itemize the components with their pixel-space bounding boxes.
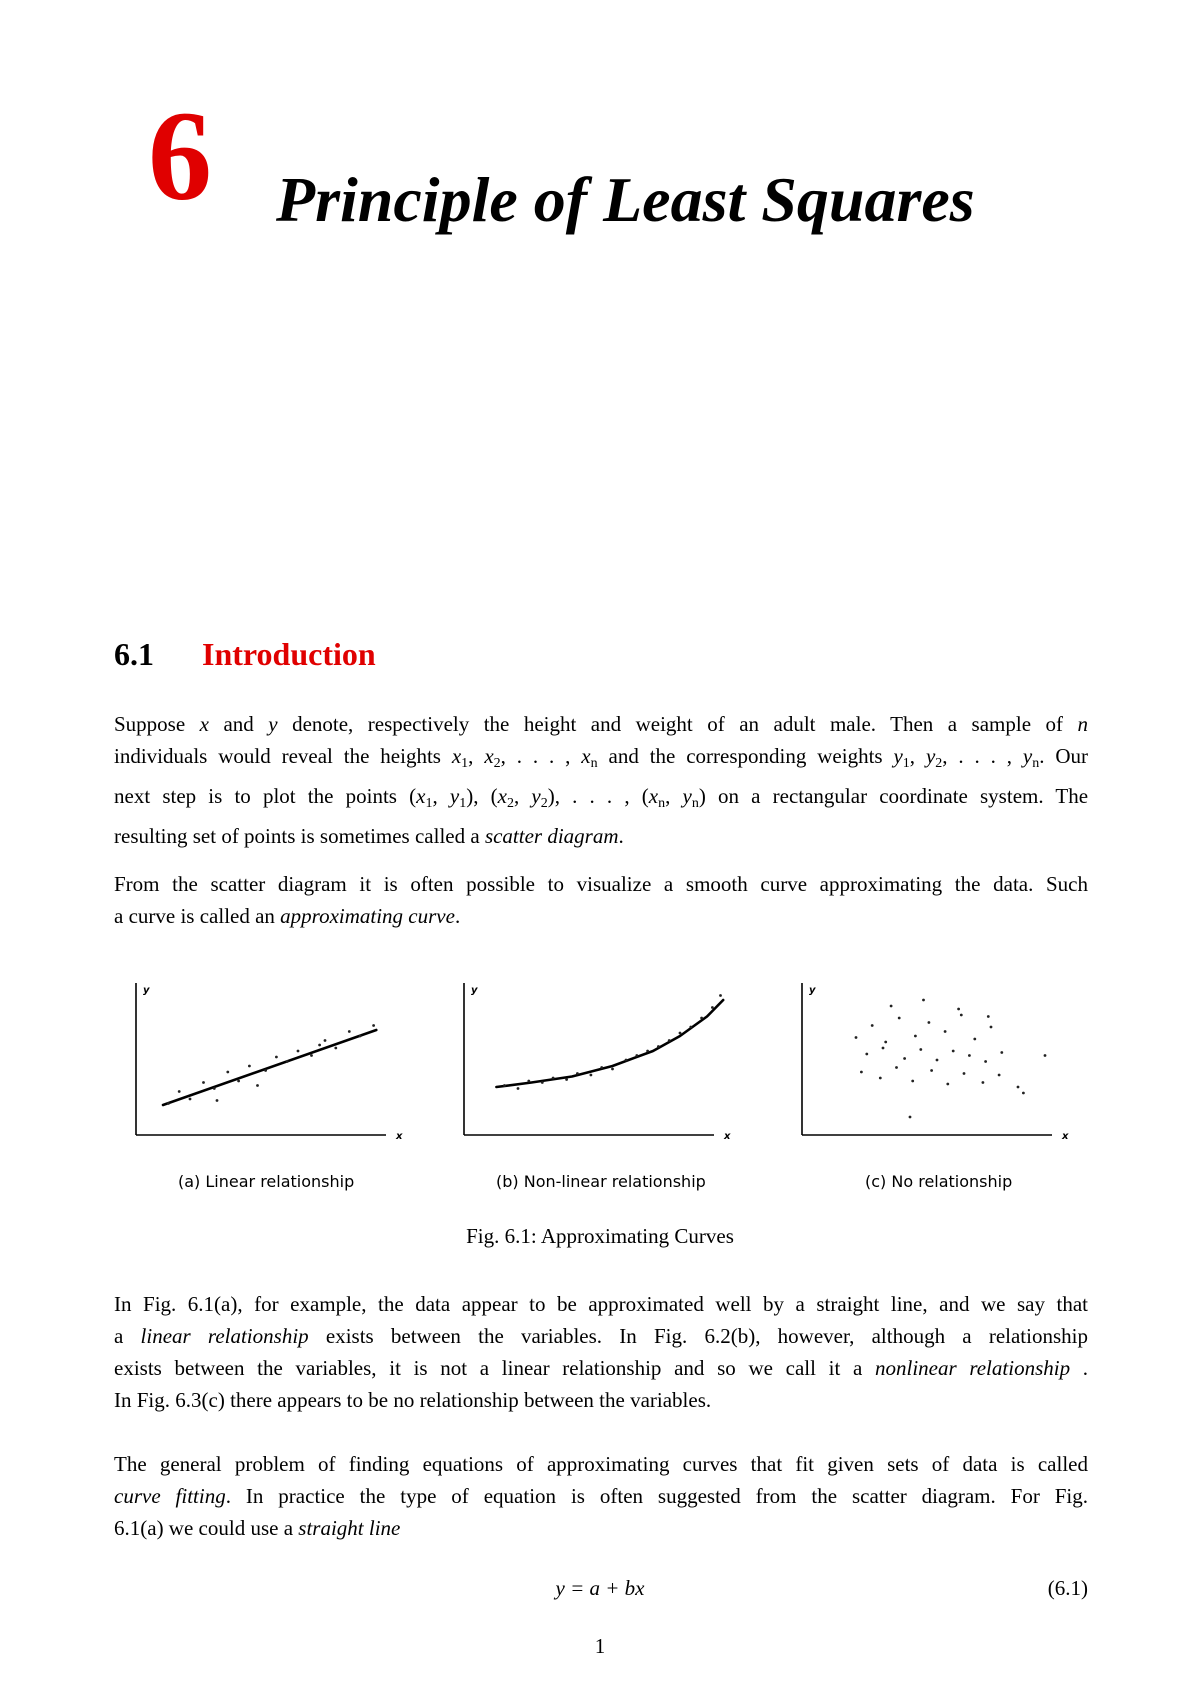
data-point: [1017, 1086, 1020, 1089]
data-point: [318, 1044, 321, 1047]
fit-line: [163, 1030, 376, 1105]
figure-caption: Fig. 6.1: Approximating Curves: [466, 1224, 734, 1248]
data-point: [202, 1081, 205, 1084]
data-point: [990, 1026, 993, 1029]
x-axis-label: x: [1062, 1131, 1069, 1142]
data-point: [178, 1090, 181, 1093]
data-point: [1022, 1092, 1025, 1095]
data-point: [213, 1087, 216, 1090]
data-point: [946, 1083, 949, 1086]
data-point: [919, 1048, 922, 1051]
data-point: [922, 999, 925, 1002]
data-point: [372, 1024, 375, 1027]
chapter-number: 6: [148, 85, 212, 227]
data-point: [855, 1036, 858, 1039]
data-point: [963, 1072, 966, 1075]
data-point: [503, 1084, 506, 1087]
data-point: [700, 1017, 703, 1020]
x-axis-label: x: [396, 1131, 403, 1142]
paragraph-1-line-3: next step is to plot the points ($x_1$, $y_1$), ($x_2$, $y_2$), . . . , ($x_n$, $y_n$) on a rectangular coordinate system. The: [114, 784, 1089, 811]
data-point: [973, 1038, 976, 1041]
fit-curve: [496, 1000, 723, 1087]
paragraph-3-line-2: a linear relationship exists between the variables. In Fig. 6.2(b), however, although a relationship: [114, 1324, 1088, 1348]
paragraph-2-line-1: From the scatter diagram it is often possible to visualize a smooth curve approximating the data. Such: [114, 872, 1088, 896]
data-point: [711, 1006, 714, 1009]
data-point: [256, 1084, 259, 1087]
data-point: [611, 1068, 614, 1071]
data-point: [944, 1030, 947, 1033]
data-point: [237, 1080, 240, 1083]
data-point: [517, 1087, 520, 1090]
paragraph-1-line-1: Suppose x and y denote, respectively the height and weight of an adult male. Then a sample of n: [114, 712, 1088, 736]
data-point: [879, 1077, 882, 1080]
paragraph-1-line-2: individuals would reveal the heights $x_1$, $x_2$, . . . , $x_n$ and the corresponding weights $y_1$, $y_2$, . . . , $y_n$. Our: [114, 744, 1089, 771]
data-point: [348, 1030, 351, 1033]
y-axis-label: y: [143, 985, 150, 996]
data-point: [679, 1032, 682, 1035]
data-point: [646, 1050, 649, 1053]
data-point: [286, 1060, 289, 1063]
data-point: [565, 1078, 568, 1081]
data-point: [936, 1059, 939, 1062]
subcaption-a: (a) Linear relationship: [178, 1172, 355, 1191]
data-point: [541, 1081, 544, 1084]
data-point: [576, 1072, 579, 1075]
paragraph-4: [114, 1448, 1088, 1544]
data-point: [895, 1066, 898, 1069]
section-title: Introduction: [202, 636, 376, 672]
data-point: [909, 1116, 912, 1119]
data-point: [590, 1074, 593, 1077]
y-axis-label: y: [809, 985, 816, 996]
equation-number: (6.1): [1047, 1576, 1088, 1600]
paragraph-3-line-4: In Fig. 6.3(c) there appears to be no relationship between the variables.: [114, 1388, 712, 1412]
paragraph-4-line-3: 6.1(a) we could use a straight line: [114, 1516, 401, 1540]
y-axis-label: y: [471, 985, 478, 996]
data-point: [167, 1102, 170, 1105]
data-point: [984, 1060, 987, 1063]
data-point: [957, 1008, 960, 1011]
data-point: [914, 1035, 917, 1038]
paragraph-1-line-4: resulting set of points is sometimes called a scatter diagram.: [114, 824, 624, 848]
paragraph-2: [114, 868, 1088, 932]
data-point: [635, 1054, 638, 1057]
data-point: [911, 1080, 914, 1083]
data-point: [719, 994, 722, 997]
data-point: [600, 1066, 603, 1069]
data-point: [903, 1057, 906, 1060]
paragraph-3-line-1: In Fig. 6.1(a), for example, the data appear to be approximated well by a straight line, and we say that: [114, 1292, 1088, 1316]
data-point: [264, 1069, 267, 1072]
paragraph-3-line-3: exists between the variables, it is not a linear relationship and so we call it a nonlinear relationship .: [114, 1356, 1089, 1380]
subcaption-b: (b) Non-linear relationship: [496, 1172, 706, 1191]
data-point: [689, 1026, 692, 1029]
data-point: [527, 1080, 530, 1083]
paragraph-3: [114, 1288, 1088, 1416]
data-point: [334, 1047, 337, 1050]
data-point: [324, 1039, 327, 1042]
data-point: [928, 1021, 931, 1024]
paragraph-4-line-2: curve fitting. In practice the type of equation is often suggested from the scatter diagram. For Fig.: [114, 1484, 1089, 1508]
paragraph-2-line-2: a curve is called an approximating curve.: [114, 904, 461, 928]
data-point: [552, 1077, 555, 1080]
data-point: [310, 1054, 313, 1057]
data-point: [275, 1056, 278, 1059]
data-point: [359, 1035, 362, 1038]
data-point: [248, 1065, 251, 1068]
data-point: [968, 1054, 971, 1057]
scatter-plot-nonlinear: [458, 975, 748, 1160]
paragraph-4-line-1: The general problem of finding equations of approximating curves that fit given sets of data is called: [114, 1452, 1088, 1476]
data-point: [625, 1059, 628, 1062]
data-point: [987, 1015, 990, 1018]
section-number: 6.1: [114, 636, 154, 672]
equation-body: y = a + bx: [555, 1576, 645, 1600]
data-point: [884, 1041, 887, 1044]
data-point: [882, 1047, 885, 1050]
data-point: [657, 1045, 660, 1048]
data-point: [960, 1014, 963, 1017]
data-point: [982, 1081, 985, 1084]
data-point: [668, 1039, 671, 1042]
data-point: [871, 1024, 874, 1027]
page-number: 1: [594, 1634, 606, 1658]
scatter-plot-linear: [130, 975, 420, 1160]
data-point: [1000, 1051, 1003, 1054]
data-point: [865, 1053, 868, 1056]
subcaption-c: (c) No relationship: [865, 1172, 1013, 1191]
data-point: [189, 1098, 192, 1101]
data-point: [890, 1005, 893, 1008]
chapter-title: Principle of Least Squares: [276, 164, 975, 235]
x-axis-label: x: [724, 1131, 731, 1142]
scatter-plot-no-relationship: [796, 975, 1086, 1160]
data-point: [952, 1050, 955, 1053]
data-point: [860, 1071, 863, 1074]
data-point: [930, 1069, 933, 1072]
data-point: [216, 1099, 219, 1102]
data-point: [226, 1071, 229, 1074]
data-point: [898, 1017, 901, 1020]
data-point: [1044, 1054, 1047, 1057]
paragraph-1: [114, 708, 1088, 852]
data-point: [297, 1050, 300, 1053]
data-point: [998, 1074, 1001, 1077]
